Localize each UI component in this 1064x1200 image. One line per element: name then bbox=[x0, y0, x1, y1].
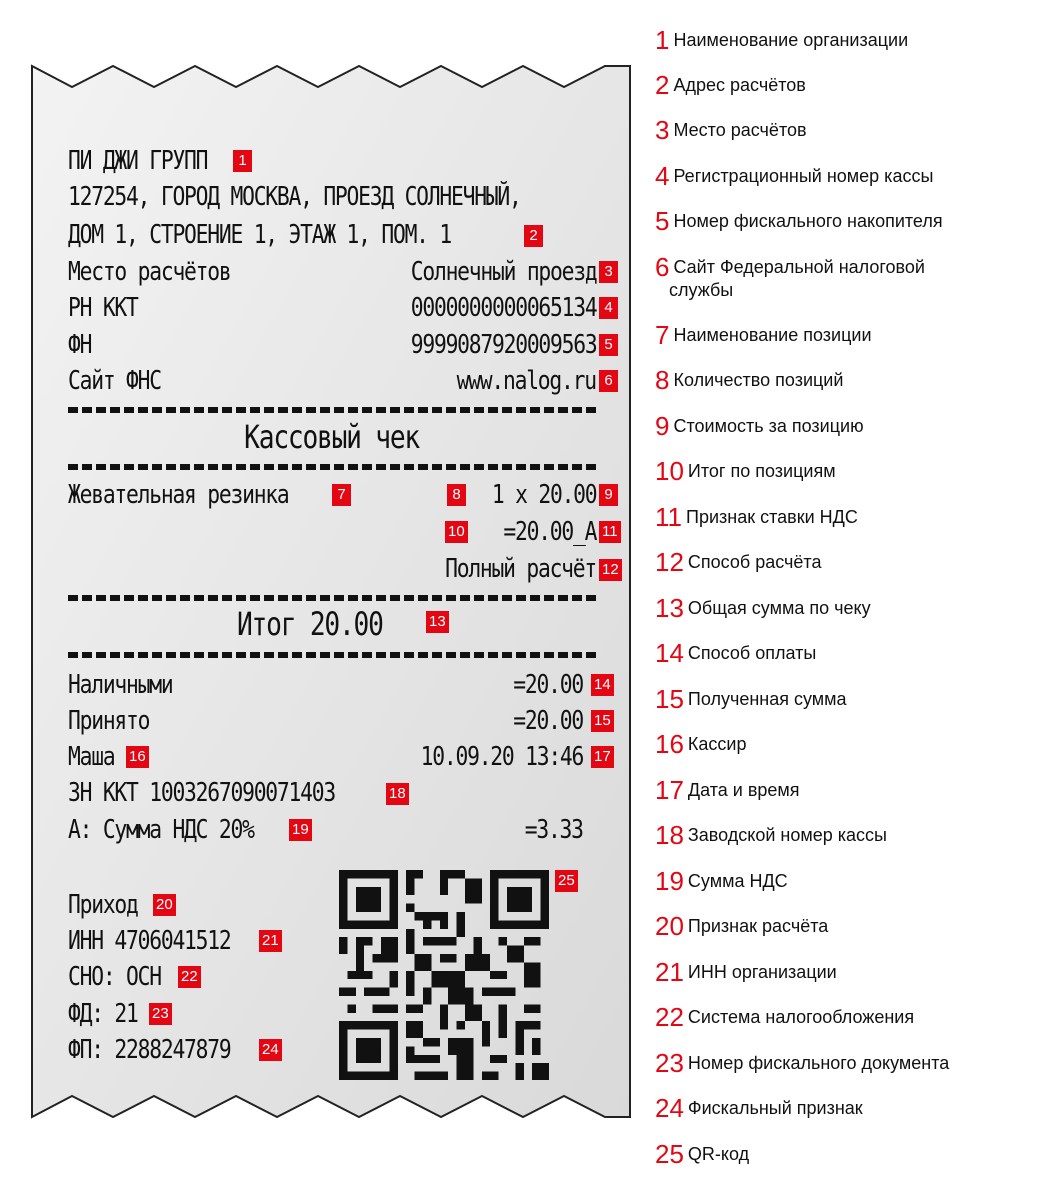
badge-12: 12 bbox=[599, 559, 622, 581]
badge-1: 1 bbox=[233, 150, 252, 172]
divider bbox=[68, 595, 598, 601]
legend-item-9: 9 Стоимость за позицию bbox=[655, 411, 864, 441]
operation-type: Приход bbox=[68, 890, 138, 920]
fns-site-value[interactable]: www.nalog.ru bbox=[456, 366, 596, 396]
badge-13: 13 bbox=[426, 611, 449, 633]
badge-15: 15 bbox=[591, 710, 614, 732]
inn: ИНН 4706041512 bbox=[68, 926, 231, 956]
received-value: =20.00 bbox=[513, 706, 583, 736]
place-value: Солнечный проезд bbox=[410, 257, 596, 287]
legend-item-14: 14 Способ оплаты bbox=[655, 638, 817, 668]
badge-3: 3 bbox=[599, 261, 618, 283]
badge-21: 21 bbox=[259, 930, 282, 952]
badge-2: 2 bbox=[524, 225, 543, 247]
legend-item-21: 21 ИНН организации bbox=[655, 957, 837, 987]
payment-method: Полный расчёт bbox=[445, 554, 596, 584]
badge-4: 4 bbox=[599, 297, 618, 319]
badge-20: 20 bbox=[153, 894, 176, 916]
legend-item-10: 10 Итог по позициям bbox=[655, 456, 836, 486]
legend-item-23: 23 Номер фискального документа bbox=[655, 1048, 950, 1078]
address-line-2: ДОМ 1, СТРОЕНИЕ 1, ЭТАЖ 1, ПОМ. 1 bbox=[68, 220, 451, 250]
received-label: Принято bbox=[68, 706, 150, 736]
legend-item-5: 5 Номер фискального накопителя bbox=[655, 206, 943, 236]
badge-10: 10 bbox=[445, 521, 468, 543]
legend-item-16: 16 Кассир bbox=[655, 729, 747, 759]
total: Итог 20.00 bbox=[237, 605, 383, 643]
item-total: =20.00_А bbox=[503, 517, 596, 547]
legend-item-11: 11 Признак ставки НДС bbox=[655, 502, 858, 532]
cashier: Маша bbox=[68, 742, 115, 772]
receipt-title: Кассовый чек bbox=[244, 418, 419, 456]
datetime: 10.09.20 13:46 bbox=[420, 742, 583, 772]
rn-kkt-label: РН ККТ bbox=[68, 293, 138, 323]
legend-item-6: 6 Сайт Федеральной налоговой bbox=[655, 252, 925, 282]
divider bbox=[68, 407, 598, 413]
qr-code bbox=[339, 870, 549, 1080]
vat-label: А: Сумма НДС 20% bbox=[68, 815, 254, 845]
badge-6: 6 bbox=[599, 370, 618, 392]
fiscal-document: ФД: 21 bbox=[68, 999, 138, 1029]
legend-item-13: 13 Общая сумма по чеку bbox=[655, 593, 871, 623]
rn-kkt-value: 0000000000065134 bbox=[410, 293, 596, 323]
legend-item-15: 15 Полученная сумма bbox=[655, 684, 847, 714]
fns-site-label: Сайт ФНС bbox=[68, 366, 161, 396]
item-name: Жевательная резинка bbox=[68, 480, 289, 510]
legend-item-4: 4 Регистрационный номер кассы bbox=[655, 161, 934, 191]
badge-16: 16 bbox=[126, 746, 149, 768]
legend-item-3: 3 Место расчётов bbox=[655, 115, 807, 145]
badge-18: 18 bbox=[386, 783, 409, 805]
item-qty-price: 1 x 20.00 bbox=[491, 480, 596, 510]
badge-5: 5 bbox=[599, 334, 618, 356]
legend-item-2: 2 Адрес расчётов bbox=[655, 70, 806, 100]
cash-value: =20.00 bbox=[513, 670, 583, 700]
legend-item-25: 25 QR-код bbox=[655, 1139, 750, 1169]
legend-item-7: 7 Наименование позиции bbox=[655, 320, 872, 350]
legend-item-1: 1 Наименование организации bbox=[655, 25, 909, 55]
badge-19: 19 bbox=[289, 819, 312, 841]
legend-item-20: 20 Признак расчёта bbox=[655, 911, 829, 941]
fn-value: 9999087920009563 bbox=[410, 330, 596, 360]
divider bbox=[68, 652, 598, 658]
fiscal-sign: ФП: 2288247879 bbox=[68, 1035, 231, 1065]
place-label: Место расчётов bbox=[68, 257, 231, 287]
legend-item-19: 19 Сумма НДС bbox=[655, 866, 788, 896]
legend-item-6-continued: службы bbox=[669, 280, 734, 300]
badge-22: 22 bbox=[178, 966, 201, 988]
legend-item-12: 12 Способ расчёта bbox=[655, 547, 822, 577]
legend-item-18: 18 Заводской номер кассы bbox=[655, 820, 887, 850]
badge-14: 14 bbox=[591, 674, 614, 696]
legend-item-17: 17 Дата и время bbox=[655, 775, 800, 805]
badge-24: 24 bbox=[259, 1039, 282, 1061]
fn-label: ФН bbox=[68, 330, 92, 360]
cash-label: Наличными bbox=[68, 670, 173, 700]
legend-item-24: 24 Фискальный признак bbox=[655, 1093, 863, 1123]
badge-9: 9 bbox=[599, 484, 618, 506]
org-name: ПИ ДЖИ ГРУПП bbox=[68, 146, 208, 176]
tax-system: СНО: ОСН bbox=[68, 962, 161, 992]
badge-7: 7 bbox=[332, 484, 351, 506]
badge-8: 8 bbox=[447, 484, 466, 506]
badge-17: 17 bbox=[591, 746, 614, 768]
legend-item-8: 8 Количество позиций bbox=[655, 365, 844, 395]
address-line-1: 127254, ГОРОД МОСКВА, ПРОЕЗД СОЛНЕЧНЫЙ, bbox=[68, 182, 521, 212]
badge-25: 25 bbox=[555, 870, 578, 892]
vat-value: =3.33 bbox=[524, 815, 583, 845]
receipt bbox=[30, 64, 633, 1121]
legend-item-22: 22 Система налогообложения bbox=[655, 1002, 915, 1032]
badge-23: 23 bbox=[149, 1003, 172, 1025]
serial-number: ЗН ККТ 1003267090071403 bbox=[68, 778, 335, 808]
badge-11: 11 bbox=[599, 521, 621, 543]
divider bbox=[68, 464, 598, 470]
